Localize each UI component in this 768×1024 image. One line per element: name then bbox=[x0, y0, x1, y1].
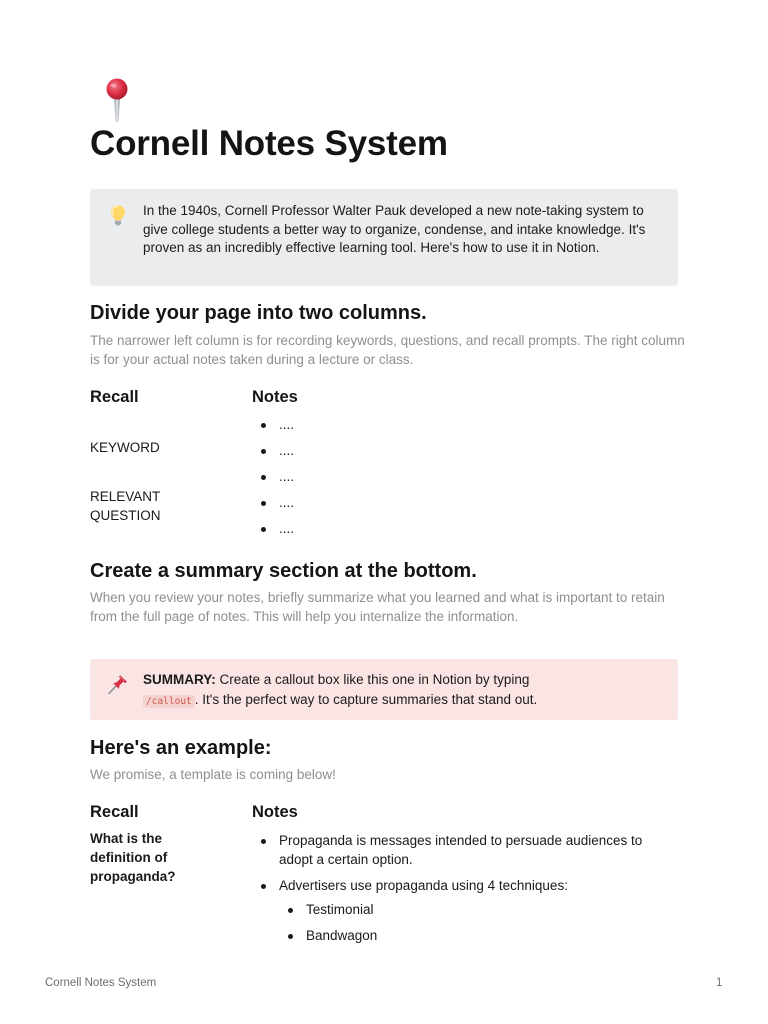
summary-label: SUMMARY: bbox=[143, 672, 216, 687]
section-heading-summary: Create a summary section at the bottom. bbox=[90, 560, 477, 582]
section-description-columns: The narrower left column is for recording keywords, questions, and recall prompts. The right column is for your actual notes taken during a lecture or class. bbox=[90, 333, 685, 367]
summary-text-after: . It's the perfect way to capture summaries that stand out. bbox=[194, 691, 538, 707]
example-sub-notes-list bbox=[279, 900, 579, 945]
list-item: Propaganda is messages intended to persuade audiences to adopt a certain option. bbox=[252, 831, 652, 869]
list-item: .... bbox=[252, 467, 672, 486]
recall-relevant-question: RELEVANT QUESTION bbox=[90, 489, 161, 523]
round-pushpin-icon bbox=[102, 78, 132, 124]
notes-column-header: Notes bbox=[252, 388, 298, 406]
list-item: Bandwagon bbox=[279, 926, 579, 945]
example-notes-list bbox=[252, 831, 652, 895]
list-item: Testimonial bbox=[279, 900, 579, 919]
list-item: .... bbox=[252, 519, 672, 538]
page-title: Cornell Notes System bbox=[90, 124, 448, 163]
intro-callout bbox=[90, 189, 678, 286]
recall-keyword: KEYWORD bbox=[90, 440, 160, 455]
footer-title: Cornell Notes System bbox=[45, 977, 157, 989]
section-heading-columns: Divide your page into two columns. bbox=[90, 302, 427, 324]
list-item: Advertisers use propaganda using 4 techniques: bbox=[252, 876, 652, 895]
summary-callout-text bbox=[143, 670, 662, 711]
summary-text-before: Create a callout box like this one in Notion by typing bbox=[215, 672, 530, 687]
example-recall-header: Recall bbox=[90, 803, 139, 821]
section-description-summary: When you review your notes, briefly summarize what you learned and what is important to retain from the full page of notes. This will help you internalize the information. bbox=[90, 590, 665, 624]
page-number: 1 bbox=[716, 977, 723, 989]
callout-command-code: /callout bbox=[143, 695, 195, 708]
example-notes-header: Notes bbox=[252, 803, 298, 821]
pushpin-icon bbox=[106, 672, 130, 696]
list-item: .... bbox=[252, 441, 672, 460]
section-heading-example: Here's an example: bbox=[90, 737, 272, 759]
intro-callout-text: In the 1940s, Cornell Professor Walter Pauk developed a new note-taking system to give college students a better way to organize, condense, and intake knowledge. It's proven as an incredibly effective learning tool. Here's how to use it in Notion. bbox=[143, 203, 646, 255]
section-description-example: We promise, a template is coming below! bbox=[90, 767, 336, 782]
summary-callout bbox=[90, 659, 678, 720]
list-item: .... bbox=[252, 493, 672, 512]
recall-column-header: Recall bbox=[90, 388, 139, 406]
lightbulb-icon bbox=[106, 203, 130, 227]
list-item: .... bbox=[252, 415, 672, 434]
template-notes-list bbox=[252, 415, 672, 538]
example-recall-question: What is the definition of propaganda? bbox=[90, 831, 176, 884]
